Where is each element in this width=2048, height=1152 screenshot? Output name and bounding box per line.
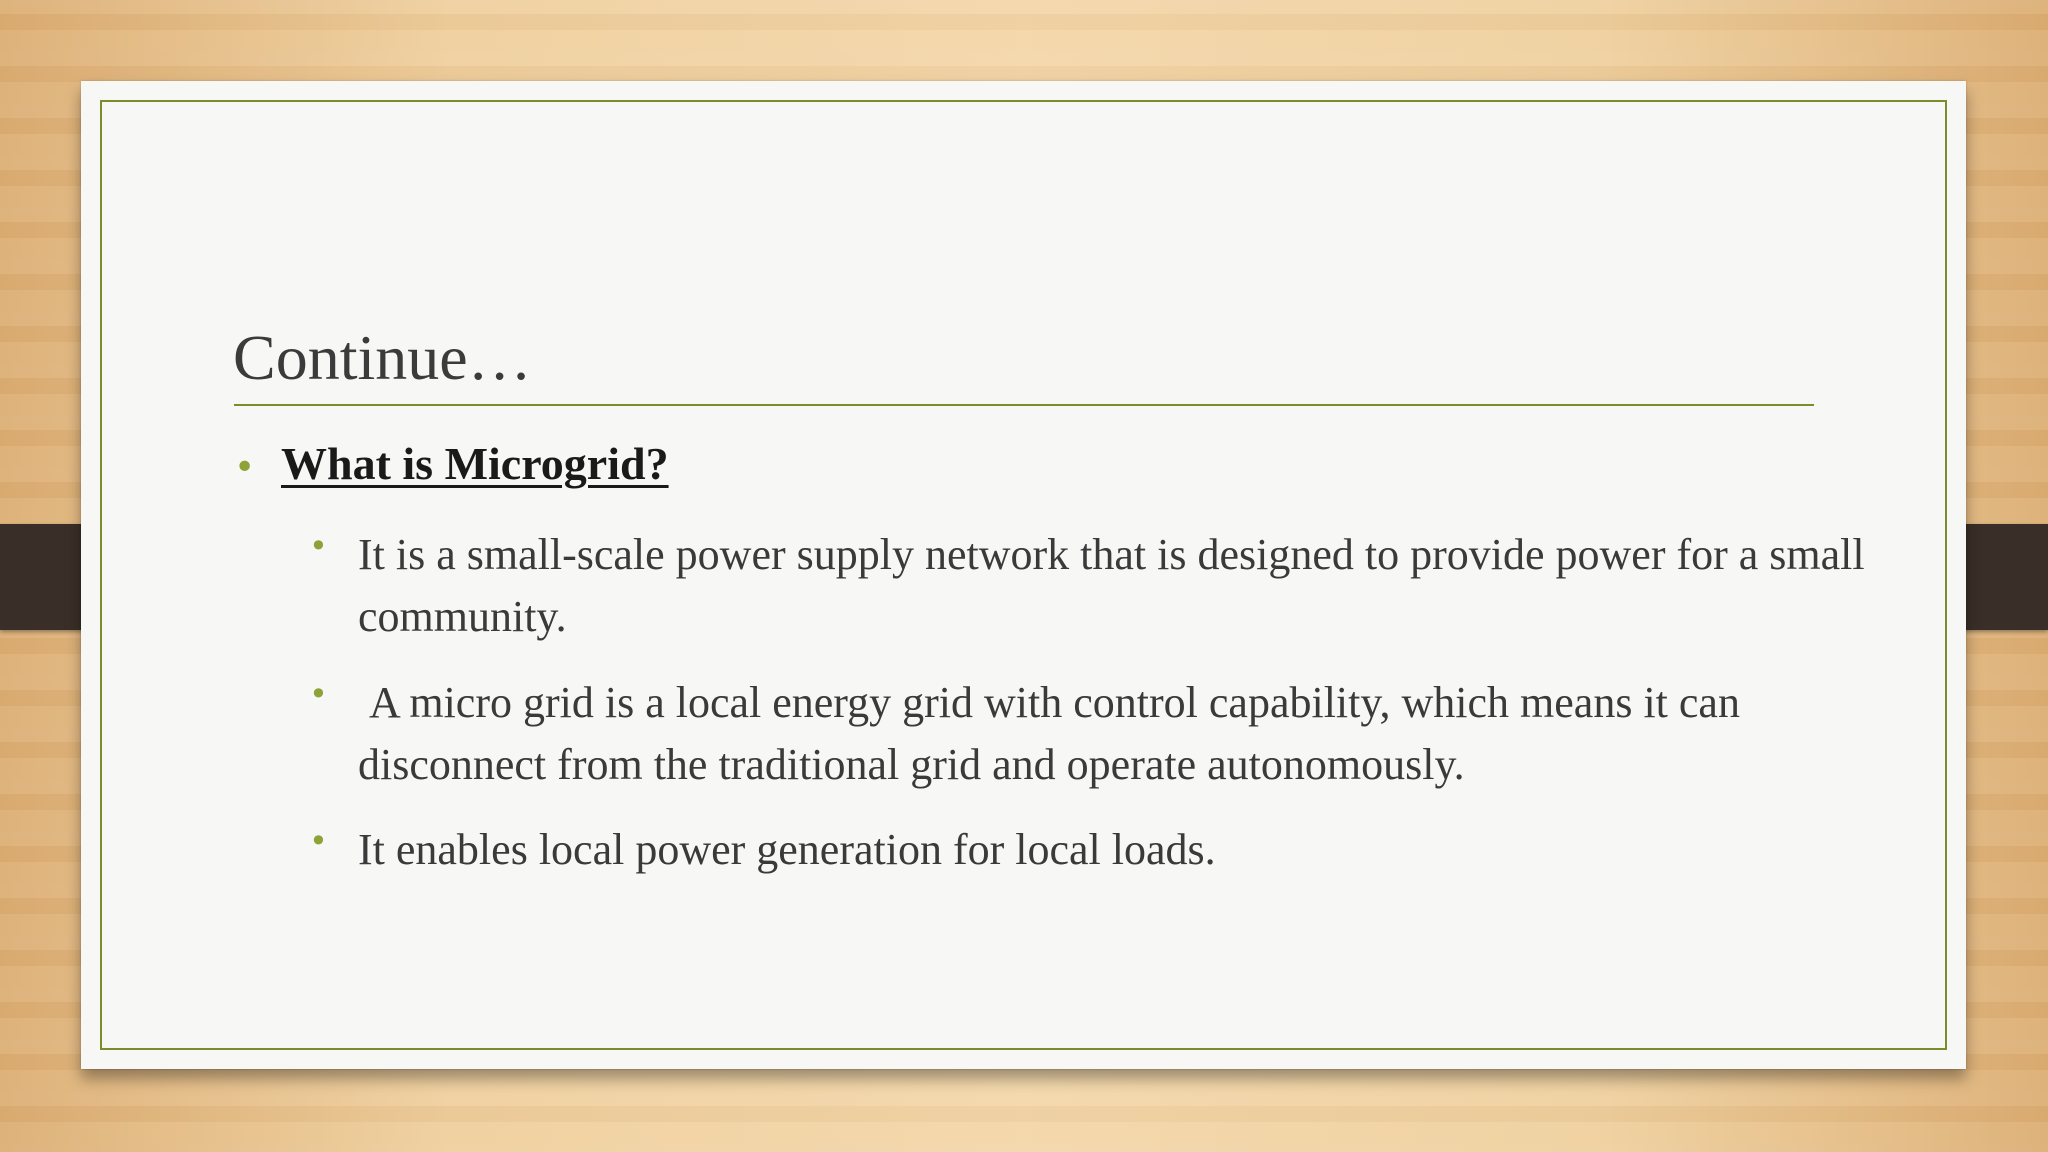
section-heading: What is Microgrid? [281,438,669,489]
title-underline-rule [234,404,1814,406]
slide-title: Continue… [233,322,532,393]
bullet-dot-icon: • [309,822,328,860]
bullet-point-2: A micro grid is a local energy grid with control capability, which means it can disconnect from the traditional grid and operate autonomously. [358,678,1751,789]
slide-paper [81,81,1966,1069]
bullet-point-3: It enables local power generation for local loads. [358,825,1216,874]
bullet-dot-icon: • [309,675,328,713]
bullet-dot-icon: • [234,447,256,488]
bullet-dot-icon: • [309,527,328,565]
bullet-point-1: It is a small-scale power supply network that is designed to provide power for a small community. [358,530,1865,641]
